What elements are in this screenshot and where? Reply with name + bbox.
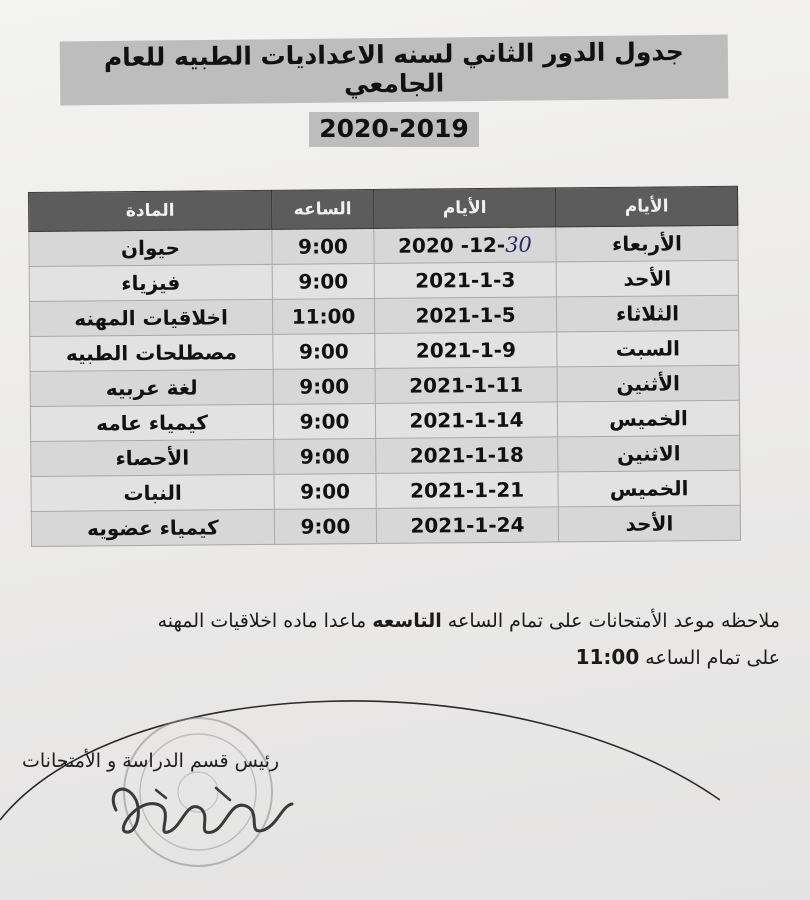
cell-day: الأحد <box>556 260 738 297</box>
cell-day: الأحد <box>558 505 740 542</box>
cell-day: الاثنين <box>558 435 740 472</box>
cell-date: 2021-1-18 <box>376 437 558 474</box>
cell-subject: حيوان <box>29 229 272 266</box>
handwritten-signature <box>96 770 296 850</box>
cell-date: 2021-1-24 <box>376 507 558 544</box>
signature-title: رئيس قسم الدراسة و الأمتحانات <box>22 750 280 772</box>
cell-day: السبت <box>557 330 739 367</box>
cell-date: 2021-1-9 <box>375 332 557 369</box>
note-line-1 <box>20 603 780 639</box>
cell-date: 2021-1-3 <box>374 262 556 299</box>
note-line-2 <box>20 639 780 676</box>
note-line2-prefix: على تمام الساعه <box>645 647 780 669</box>
cell-time: 9:00 <box>273 368 375 404</box>
cell-time: 9:00 <box>272 228 374 264</box>
cell-subject: النبات <box>31 474 274 511</box>
cell-day: الأثنين <box>557 365 739 402</box>
cell-subject: اخلاقيات المهنه <box>29 299 272 336</box>
handwritten-day-correction: 30 <box>505 232 532 257</box>
cell-subject: الأحصاء <box>31 439 274 476</box>
cell-subject: كيمياء عامه <box>30 404 273 441</box>
header-day: الأيام <box>555 186 737 227</box>
cell-subject: فيزياء <box>29 264 272 301</box>
title-block <box>60 38 728 147</box>
cell-subject: كيمياء عضويه <box>31 509 274 546</box>
cell-time: 9:00 <box>273 333 375 369</box>
cell-time: 11:00 <box>272 298 374 334</box>
cell-subject: مصطلحات الطبيه <box>30 334 273 371</box>
note-prefix: ملاحظه موعد الأمتحانات على تمام الساعه <box>447 610 780 632</box>
cell-day: الخميس <box>557 400 739 437</box>
cell-date: 2021-1-21 <box>376 472 558 509</box>
exam-note <box>20 603 780 676</box>
cell-day: الخميس <box>558 470 740 507</box>
exam-schedule-table <box>28 186 741 547</box>
header-date: الأيام <box>373 188 555 229</box>
academic-year: 2020-2019 <box>309 112 479 147</box>
header-subject: المادة <box>29 190 272 231</box>
cell-time: 9:00 <box>272 263 374 299</box>
cell-subject: لغة عربيه <box>30 369 273 406</box>
note-line2-time: 11:00 <box>575 645 640 669</box>
date-text: 2020 -12- <box>397 232 506 258</box>
cell-time: 9:00 <box>274 508 376 544</box>
document-title: جدول الدور الثاني لسنه الاعداديات الطبيه للعام الجامعي <box>60 35 729 106</box>
cell-time: 9:00 <box>273 403 375 439</box>
table-header-row <box>29 186 738 231</box>
cell-day: الثلاثاء <box>556 295 738 332</box>
note-suffix: ماعدا ماده اخلاقيات المهنه <box>157 610 367 632</box>
cell-date: 2021-1-14 <box>375 402 557 439</box>
cell-time: 9:00 <box>274 438 376 474</box>
note-bold-word: التاسعه <box>372 610 442 632</box>
cell-day: الأربعاء <box>556 225 738 262</box>
header-time: الساعه <box>271 189 373 229</box>
cell-time: 9:00 <box>274 473 376 509</box>
cell-date <box>374 227 556 264</box>
table-row <box>31 505 740 546</box>
cell-date: 2021-1-11 <box>375 367 557 404</box>
cell-date: 2021-1-5 <box>374 297 556 334</box>
